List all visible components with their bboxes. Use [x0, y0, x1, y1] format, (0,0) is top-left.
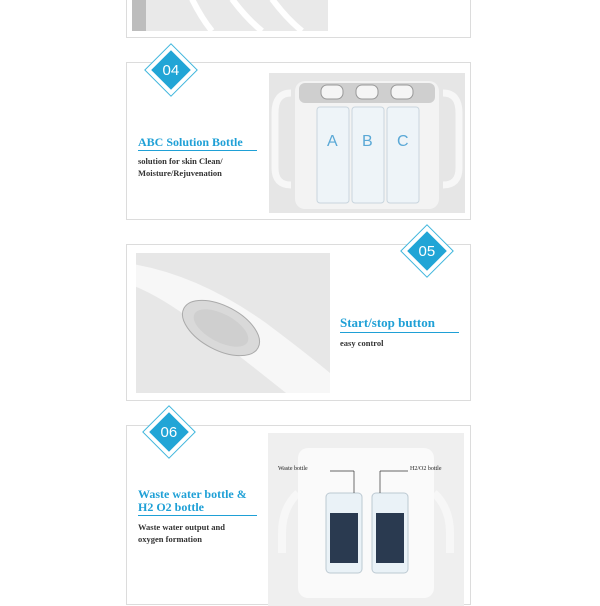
section-04-desc-line-2: Moisture/Rejuvenation — [138, 168, 222, 178]
h2o2-bottle-callout: H2/O2 bottle — [410, 466, 442, 472]
waste-bottle-callout: Waste bottle — [278, 466, 308, 472]
section-06-title — [138, 488, 247, 514]
device-handle-image — [132, 0, 328, 31]
section-06-number: 06 — [160, 423, 178, 441]
section-06-description — [138, 521, 225, 545]
section-06-title-underline — [138, 515, 257, 516]
section-06-title-line-2: H2 O2 bottle — [138, 500, 204, 514]
bottle-label-b: B — [362, 133, 373, 150]
start-stop-photo — [136, 253, 330, 393]
section-04-title-underline — [138, 150, 257, 151]
section-06-desc-line-1: Waste water output and — [138, 522, 225, 532]
device-photo-partial — [132, 0, 328, 31]
section-06-desc-line-2: oxygen formation — [138, 534, 202, 544]
waste-h2o2-image — [268, 433, 464, 606]
bottle-label-c: C — [397, 133, 409, 150]
waste-h2o2-photo — [268, 433, 464, 606]
section-05-description — [340, 337, 384, 349]
section-04-desc-line-1: solution for skin Clean/ — [138, 156, 223, 166]
section-05-desc-line-1: easy control — [340, 338, 384, 348]
section-05-title: Start/stop button — [340, 315, 435, 330]
section-05-title-underline — [340, 332, 459, 333]
section-04-number: 04 — [162, 61, 180, 79]
section-06-title-line-1: Waste water bottle & — [138, 487, 247, 501]
section-04-title: ABC Solution Bottle — [138, 135, 243, 149]
bottle-label-a: A — [327, 133, 338, 150]
start-stop-image — [136, 253, 330, 393]
section-04-description — [138, 155, 223, 179]
section-05-number: 05 — [418, 242, 436, 260]
abc-bottle-photo — [269, 73, 465, 213]
section-03-card-partial — [126, 0, 471, 38]
